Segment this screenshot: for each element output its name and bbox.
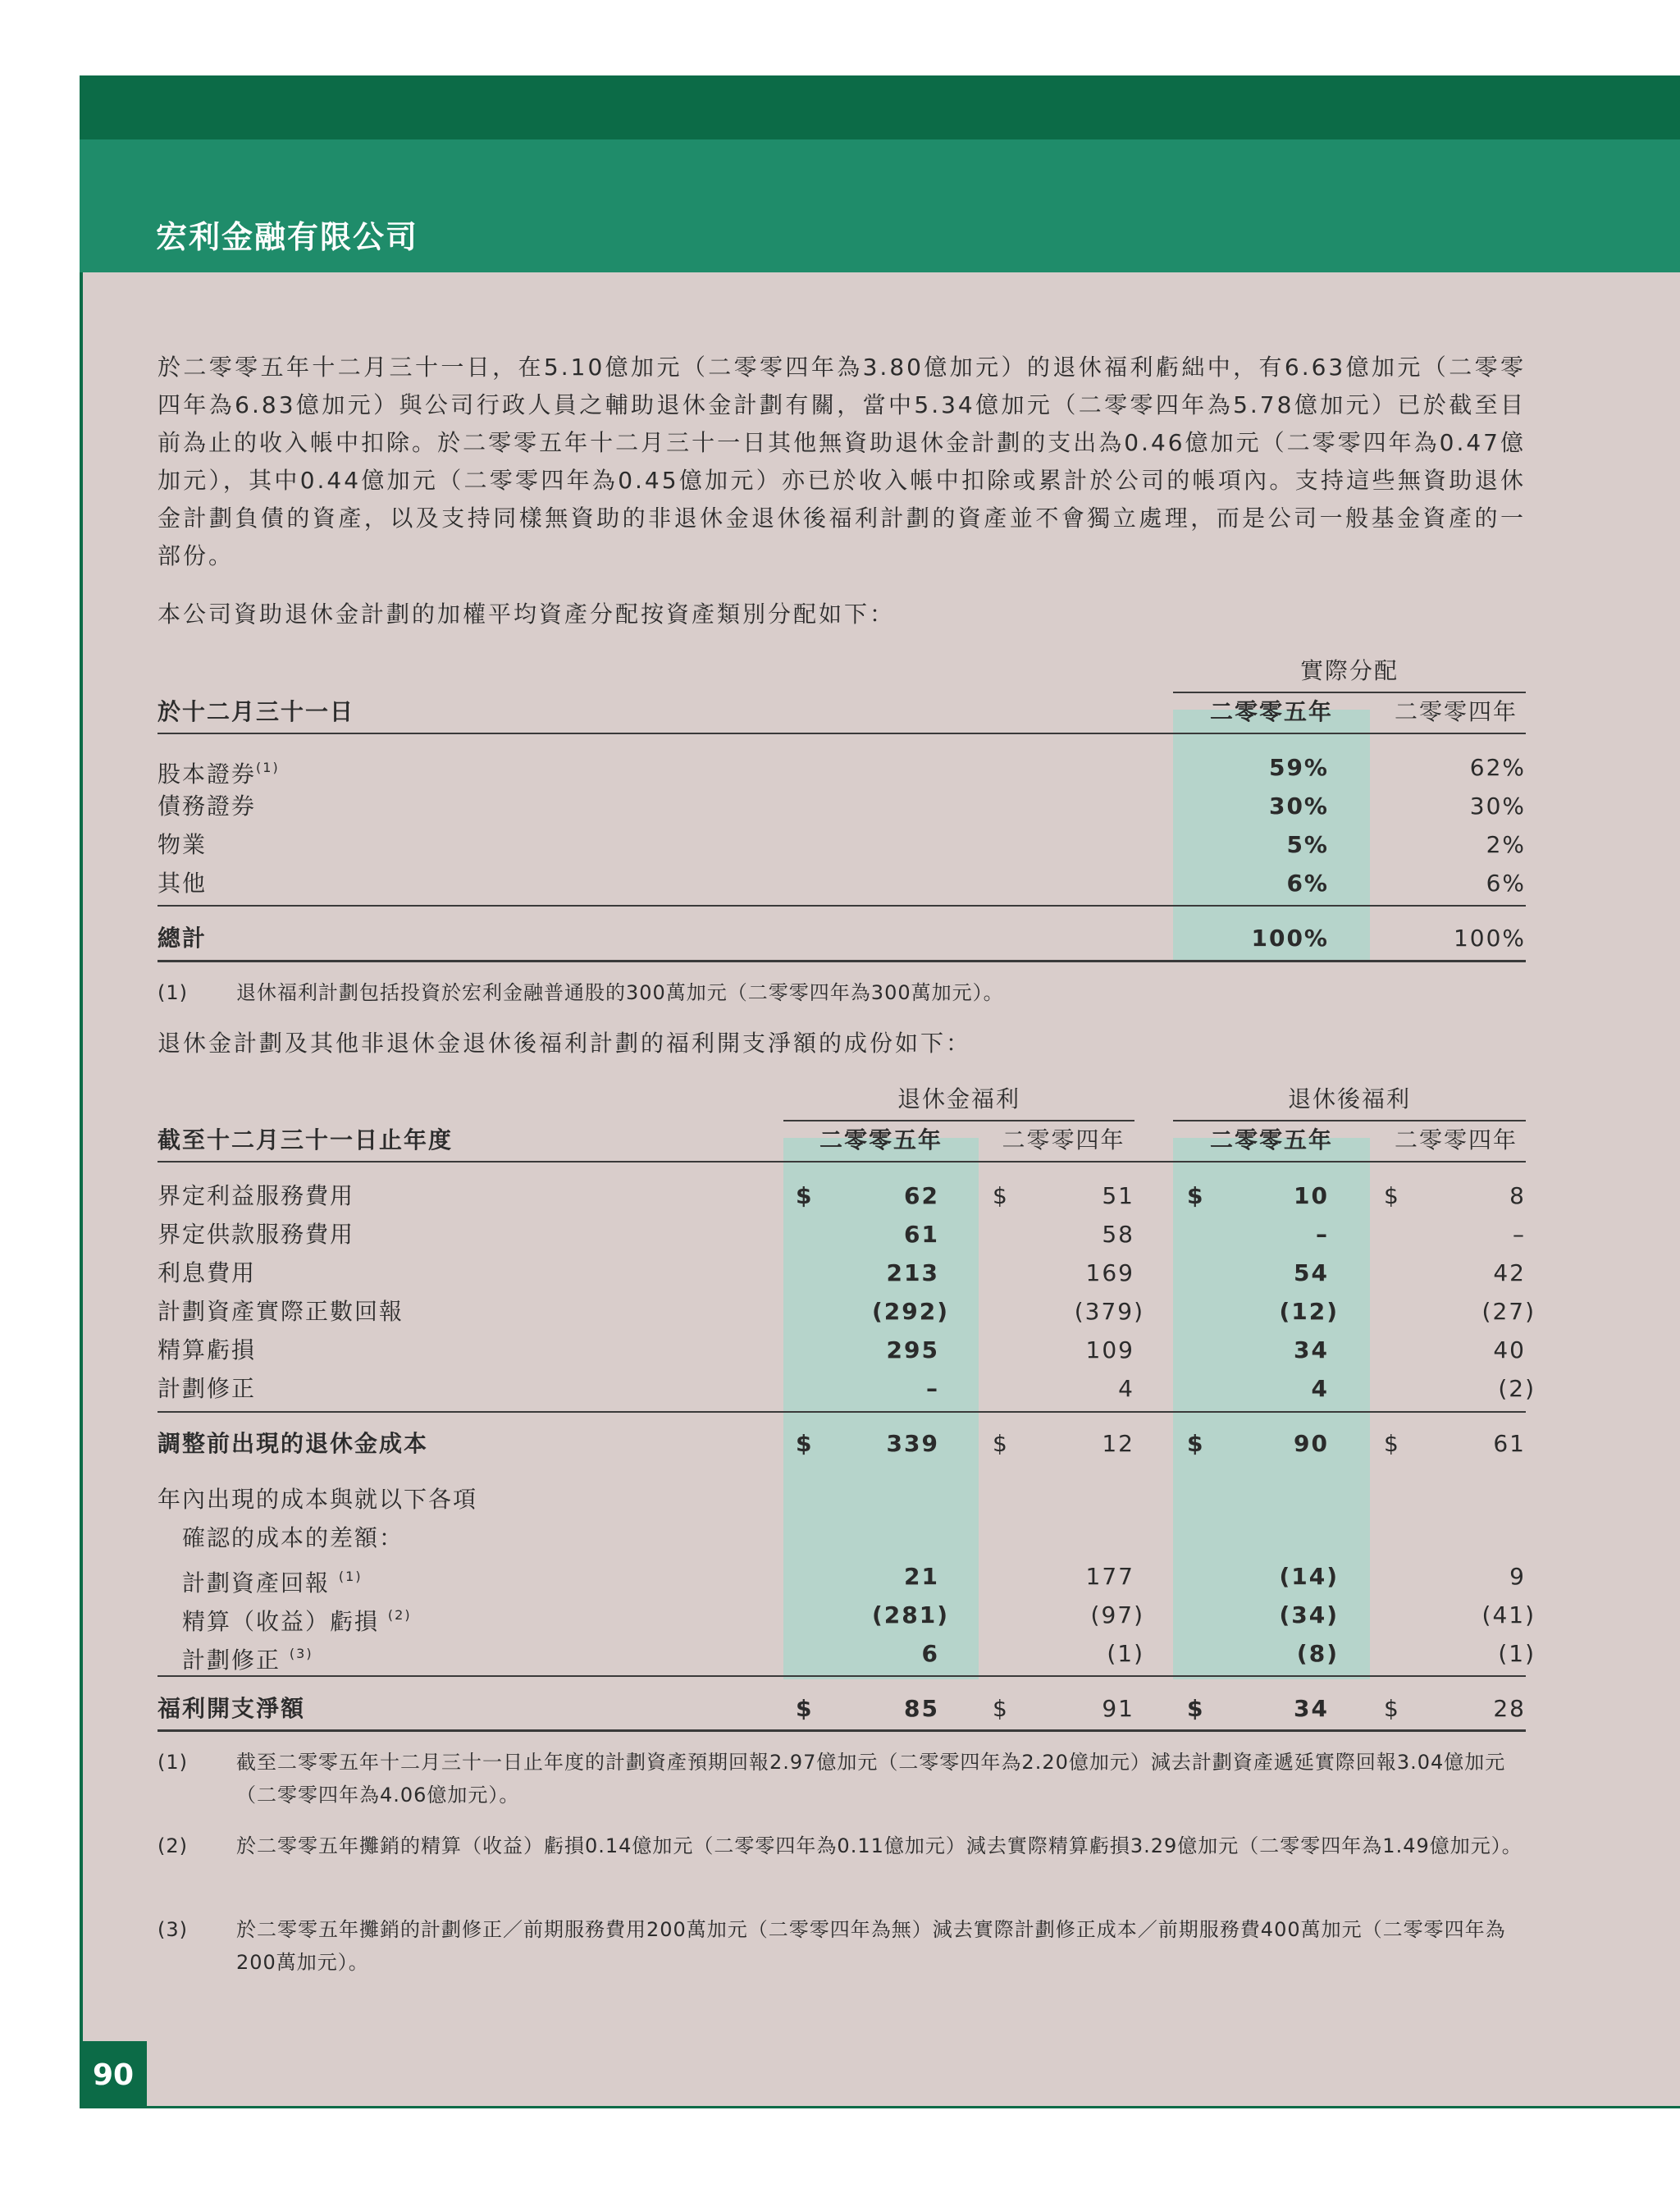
total-pension-2004: 91 bbox=[1102, 1695, 1134, 1722]
currency-symbol: $ bbox=[1384, 1182, 1400, 1209]
pension-2004-value: 51 bbox=[1102, 1182, 1134, 1209]
allocation-row-label: 物業 bbox=[158, 831, 208, 858]
total-post-2004: 28 bbox=[1493, 1695, 1526, 1722]
post-2005-value: 54 bbox=[1294, 1259, 1329, 1286]
allocation-footnote-number: (1) bbox=[158, 981, 188, 1004]
post-2004-value: 40 bbox=[1493, 1336, 1526, 1364]
benefit-intro: 退休金計劃及其他非退休金退休後福利計劃的福利開支淨額的成份如下： bbox=[158, 1030, 972, 1057]
pension-2004-value: 177 bbox=[1085, 1563, 1134, 1590]
pension-2005-value: 21 bbox=[904, 1563, 939, 1590]
benefit-header-rule bbox=[158, 1161, 1526, 1163]
benefit-row-label: 界定利益服務費用 bbox=[158, 1182, 355, 1209]
currency-symbol: $ bbox=[1187, 1182, 1205, 1209]
pension-2005-value: (281) bbox=[871, 1601, 949, 1628]
post-2004-value: 9 bbox=[1509, 1563, 1526, 1590]
pension-2005-value: 61 bbox=[904, 1221, 939, 1248]
allocation-value-2005: 5% bbox=[1286, 831, 1329, 858]
post-2004-value: – bbox=[1513, 1221, 1526, 1248]
post-2004-value: (1) bbox=[1498, 1640, 1536, 1667]
pension-2005-value: 295 bbox=[886, 1336, 939, 1364]
post-2004-value: (41) bbox=[1481, 1601, 1536, 1628]
post-col-2005: 二零零五年 bbox=[1209, 1126, 1333, 1153]
post-2005-value: 10 bbox=[1294, 1182, 1329, 1209]
currency-symbol: $ bbox=[1187, 1430, 1205, 1457]
subtotal-pension-2004: 12 bbox=[1102, 1430, 1134, 1457]
pension-2004-value: 109 bbox=[1085, 1336, 1134, 1364]
currency-symbol: $ bbox=[993, 1695, 1009, 1722]
post-2004-value: (27) bbox=[1481, 1298, 1536, 1325]
allocation-value-2004: 2% bbox=[1486, 831, 1526, 858]
benefit-subtotal-rule bbox=[158, 1411, 1526, 1413]
pension-col-2004: 二零零四年 bbox=[1002, 1126, 1125, 1153]
post-2005-value: – bbox=[1316, 1221, 1329, 1248]
benefit-row-label: 利息費用 bbox=[158, 1259, 257, 1286]
post-2005-value: (14) bbox=[1279, 1563, 1339, 1590]
post-2004-value: 42 bbox=[1493, 1259, 1526, 1286]
adjustment-row-label: 精算（收益）虧損 $^{(2)}$ bbox=[182, 1607, 412, 1635]
bottom-rule bbox=[80, 2106, 1680, 2108]
benefit-total-label: 福利開支淨額 bbox=[158, 1695, 306, 1722]
allocation-row-label: 其他 bbox=[158, 870, 208, 897]
allocation-value-2004: 62% bbox=[1469, 754, 1526, 781]
post-2005-value: 4 bbox=[1311, 1375, 1329, 1402]
allocation-row-header: 於十二月三十一日 bbox=[158, 698, 355, 725]
allocation-bottom-rule bbox=[158, 960, 1526, 962]
benefit-row-header: 截至十二月三十一日止年度 bbox=[158, 1126, 454, 1153]
allocation-total-rule bbox=[158, 905, 1526, 907]
pension-group-header: 退休金福利 bbox=[897, 1085, 1020, 1112]
subtotal-post-2005: 90 bbox=[1294, 1430, 1329, 1457]
total-pension-2005: 85 bbox=[904, 1695, 939, 1722]
benefit-total-rule bbox=[158, 1675, 1526, 1677]
currency-symbol: $ bbox=[1384, 1695, 1400, 1722]
total-post-2005: 34 bbox=[1294, 1695, 1329, 1722]
benefit-row-label: 界定供款服務費用 bbox=[158, 1221, 355, 1248]
allocation-row-label: 債務證券 bbox=[158, 793, 257, 820]
post-2004-value: (2) bbox=[1498, 1375, 1536, 1402]
allocation-row-label: 股本證券$^{(1)}$ bbox=[158, 760, 280, 788]
allocation-header-rule bbox=[158, 733, 1526, 734]
pension-2005-value: – bbox=[926, 1375, 939, 1402]
subtotal-pension-2005: 339 bbox=[886, 1430, 939, 1457]
post-2005-value: (8) bbox=[1296, 1640, 1339, 1667]
footnote-number: (3) bbox=[158, 1918, 188, 1941]
allocation-footnote: 退休福利計劃包括投資於宏利金融普通股的300萬加元（二零零四年為300萬加元）。 bbox=[236, 981, 1004, 1004]
pension-2005-value: (292) bbox=[871, 1298, 949, 1325]
pension-2004-value: 58 bbox=[1102, 1221, 1134, 1248]
adjustment-row-label: 計劃修正 $^{(3)}$ bbox=[182, 1646, 313, 1674]
adjustment-row-label: 計劃資產回報 $^{(1)}$ bbox=[182, 1569, 363, 1596]
pension-2004-value: 169 bbox=[1085, 1259, 1134, 1286]
pension-2004-value: (1) bbox=[1107, 1640, 1144, 1667]
allocation-group-rule bbox=[1173, 692, 1526, 693]
pension-2004-value: 4 bbox=[1118, 1375, 1134, 1402]
adjustment-heading-cont: 確認的成本的差額： bbox=[182, 1524, 404, 1551]
benefit-bottom-rule bbox=[158, 1729, 1526, 1732]
allocation-value-2005: 59% bbox=[1268, 754, 1329, 781]
allocation-col-2004: 二零零四年 bbox=[1394, 698, 1518, 725]
allocation-value-2005: 30% bbox=[1268, 793, 1329, 820]
header-band-dark bbox=[80, 75, 1680, 139]
benefit-row-label: 計劃資產實際正數回報 bbox=[158, 1298, 404, 1325]
allocation-total-label: 總計 bbox=[158, 925, 208, 952]
allocation-value-2004: 30% bbox=[1469, 793, 1526, 820]
pension-2005-value: 213 bbox=[886, 1259, 939, 1286]
allocation-total-2004: 100% bbox=[1453, 925, 1526, 952]
pension-group-rule bbox=[783, 1120, 1134, 1121]
benefit-row-label: 計劃修正 bbox=[158, 1375, 257, 1402]
subtotal-label: 調整前出現的退休金成本 bbox=[158, 1430, 429, 1457]
post-2005-value: (34) bbox=[1279, 1601, 1339, 1628]
footnote-text: 於二零零五年攤銷的計劃修正／前期服務費用200萬加元（二零零四年為無）減去實際計劃修正成本／前期服務費400萬加元（二零零四年為200萬加元）。 bbox=[236, 1918, 1506, 1974]
post-group-rule bbox=[1173, 1120, 1526, 1121]
post-group-header: 退休後福利 bbox=[1287, 1085, 1411, 1112]
post-2005-value: (12) bbox=[1279, 1298, 1339, 1325]
post-col-2004: 二零零四年 bbox=[1394, 1126, 1518, 1153]
footnote-text: 截至二零零五年十二月三十一日止年度的計劃資產預期回報2.97億加元（二零零四年為2.20億加元）減去計劃資產遞延實際回報3.04億加元（二零零四年為4.06億加元）。 bbox=[236, 1751, 1506, 1807]
pension-2005-value: 6 bbox=[921, 1640, 939, 1667]
currency-symbol: $ bbox=[1384, 1430, 1400, 1457]
pension-2004-value: (97) bbox=[1090, 1601, 1144, 1628]
allocation-group-header: 實際分配 bbox=[1299, 657, 1399, 684]
footnote-text: 於二零零五年攤銷的精算（收益）虧損0.14億加元（二零零四年為0.11億加元）減去實際精算虧損3.29億加元（二零零四年為1.49億加元）。 bbox=[236, 1834, 1522, 1857]
currency-symbol: $ bbox=[796, 1695, 814, 1722]
adjustment-heading: 年內出現的成本與就以下各項 bbox=[158, 1486, 478, 1513]
allocation-col-2005: 二零零五年 bbox=[1209, 698, 1333, 725]
allocation-value-2004: 6% bbox=[1486, 870, 1526, 897]
post-2005-value: 34 bbox=[1294, 1336, 1329, 1364]
currency-symbol: $ bbox=[796, 1430, 814, 1457]
company-name: 宏利金融有限公司 bbox=[156, 219, 419, 255]
pension-2004-value: (379) bbox=[1074, 1298, 1144, 1325]
currency-symbol: $ bbox=[993, 1182, 1009, 1209]
currency-symbol: $ bbox=[796, 1182, 814, 1209]
left-rule bbox=[80, 272, 83, 2108]
footnote-number: (2) bbox=[158, 1834, 188, 1857]
page-number: 90 bbox=[80, 2041, 147, 2108]
pension-2005-value: 62 bbox=[904, 1182, 939, 1209]
pension-col-2005: 二零零五年 bbox=[819, 1126, 943, 1153]
post-2004-value: 8 bbox=[1509, 1182, 1526, 1209]
allocation-total-2005: 100% bbox=[1251, 925, 1329, 952]
allocation-value-2005: 6% bbox=[1286, 870, 1329, 897]
intro-paragraph: 於二零零五年十二月三十一日，在5.10億加元（二零零四年為3.80億加元）的退休福利虧絀中，有6.63億加元（二零零四年為6.83億加元）與公司行政人員之輔助退休金計劃有關，當中5.34億加元（二零零四年為5.78億加元）已於截至目前為止的收入帳中扣除。於二零零五年十二月三十一日其他無資助退休金計劃的支出為0.46億加元（二零零四年為0.47億加元），其中0.44億加元（二零零四年為0.45億加元）亦已於收入帳中扣除或累計於公司的帳項內。支持這些無資助退休金計劃負債的資產，以及支持同樣無資助的非退休金退休後福利計劃的資產並不會獨立處理，而是公司一般基金資產的一部份。 bbox=[158, 354, 1526, 569]
benefit-row-label: 精算虧損 bbox=[158, 1336, 257, 1364]
subtotal-post-2004: 61 bbox=[1493, 1430, 1526, 1457]
currency-symbol: $ bbox=[993, 1430, 1009, 1457]
footnote-number: (1) bbox=[158, 1751, 188, 1774]
currency-symbol: $ bbox=[1187, 1695, 1205, 1722]
allocation-intro: 本公司資助退休金計劃的加權平均資產分配按資產類別分配如下： bbox=[158, 601, 896, 628]
